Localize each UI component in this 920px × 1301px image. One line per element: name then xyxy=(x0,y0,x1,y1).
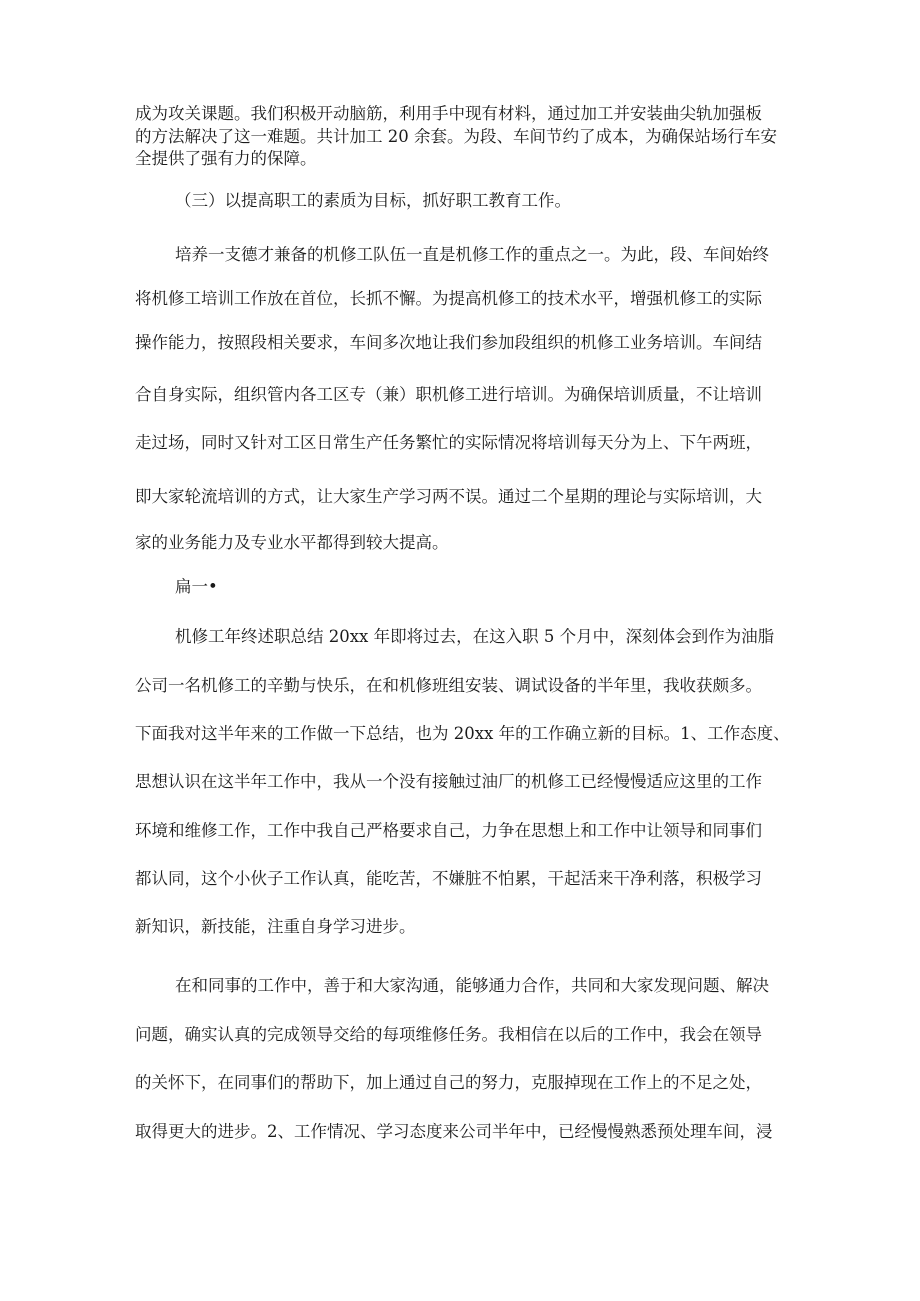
paragraph-1-line-3: 全提供了强有力的保障。 xyxy=(135,149,317,168)
paragraph-1-line-2: 的方法解决了这一难题。共计加工 20 余套。为段、车间节约了成本，为确保站场行车安 xyxy=(135,127,777,146)
paragraph-4-line-3: 的关怀下，在同事们的帮助下，加上通过自己的努力，克服掉现在工作上的不足之处， xyxy=(135,1073,762,1092)
paragraph-2-line-6: 即大家轮流培训的方式，让大家生产学习两不误。通过二个星期的理论与实际培训，大 xyxy=(135,487,762,506)
paragraph-3-line-3: 下面我对这半年来的工作做一下总结，也为 20xx 年的工作确立新的目标。1、工作态度、 xyxy=(135,724,790,743)
paragraph-4-line-4: 取得更大的进步。2、工作情况、学习态度来公司半年中，已经慢慢熟悉预处理车间，浸 xyxy=(135,1122,773,1141)
paragraph-2-line-4: 合自身实际，组织管内各工区专（兼）职机修工进行培训。为确保培训质量，不让培训 xyxy=(135,385,762,404)
paragraph-3-line-4: 思想认识在这半年工作中，我从一个没有接触过油厂的机修工已经慢慢适应这里的工作 xyxy=(135,772,762,791)
paragraph-3-line-2: 公司一名机修工的辛勤与快乐，在和机修班组安装、调试设备的半年里，我收获颇多。 xyxy=(135,676,762,695)
paragraph-4-line-2: 问题，确实认真的完成领导交给的每项维修任务。我相信在以后的工作中，我会在领导 xyxy=(135,1025,762,1044)
paragraph-3-line-7: 新知识，新技能，注重自身学习进步。 xyxy=(135,917,416,936)
paragraph-2-line-3: 操作能力，按照段相关要求，车间多次地让我们参加段组织的机修工业务培训。车间结 xyxy=(135,333,762,352)
paragraph-3-line-1: 机修工年终述职总结 20xx 年即将过去，在这入职 5 个月中，深刻体会到作为油脂 xyxy=(175,627,775,646)
section-heading: （三）以提高职工的素质为目标，抓好职工教育工作。 xyxy=(175,191,571,210)
paragraph-4-line-1: 在和同事的工作中，善于和大家沟通，能够通力合作，共同和大家发现问题、解决 xyxy=(175,976,769,995)
paragraph-2-line-1: 培养一支德才兼备的机修工队伍一直是机修工作的重点之一。为此，段、车间始终 xyxy=(175,245,769,264)
paragraph-3-line-6: 都认同，这个小伙子工作认真，能吃苦，不嫌脏不怕累，干起活来干净利落，积极学习 xyxy=(135,869,762,888)
paragraph-2-line-2: 将机修工培训工作放在首位，长抓不懈。为提高机修工的技术水平，增强机修工的实际 xyxy=(135,289,762,308)
section-marker: 扁一• xyxy=(175,577,218,596)
paragraph-1-line-1: 成为攻关课题。我们积极开动脑筋，利用手中现有材料，通过加工并安装曲尖轨加强板 xyxy=(135,104,762,123)
paragraph-2-line-7: 家的业务能力及专业水平都得到较大提高。 xyxy=(135,533,449,552)
paragraph-2-line-5: 走过场，同时又针对工区日常生产任务繁忙的实际情况将培训每天分为上、下午两班， xyxy=(135,433,762,452)
paragraph-3-line-5: 环境和维修工作，工作中我自己严格要求自己，力争在思想上和工作中让领导和同事们 xyxy=(135,821,762,840)
